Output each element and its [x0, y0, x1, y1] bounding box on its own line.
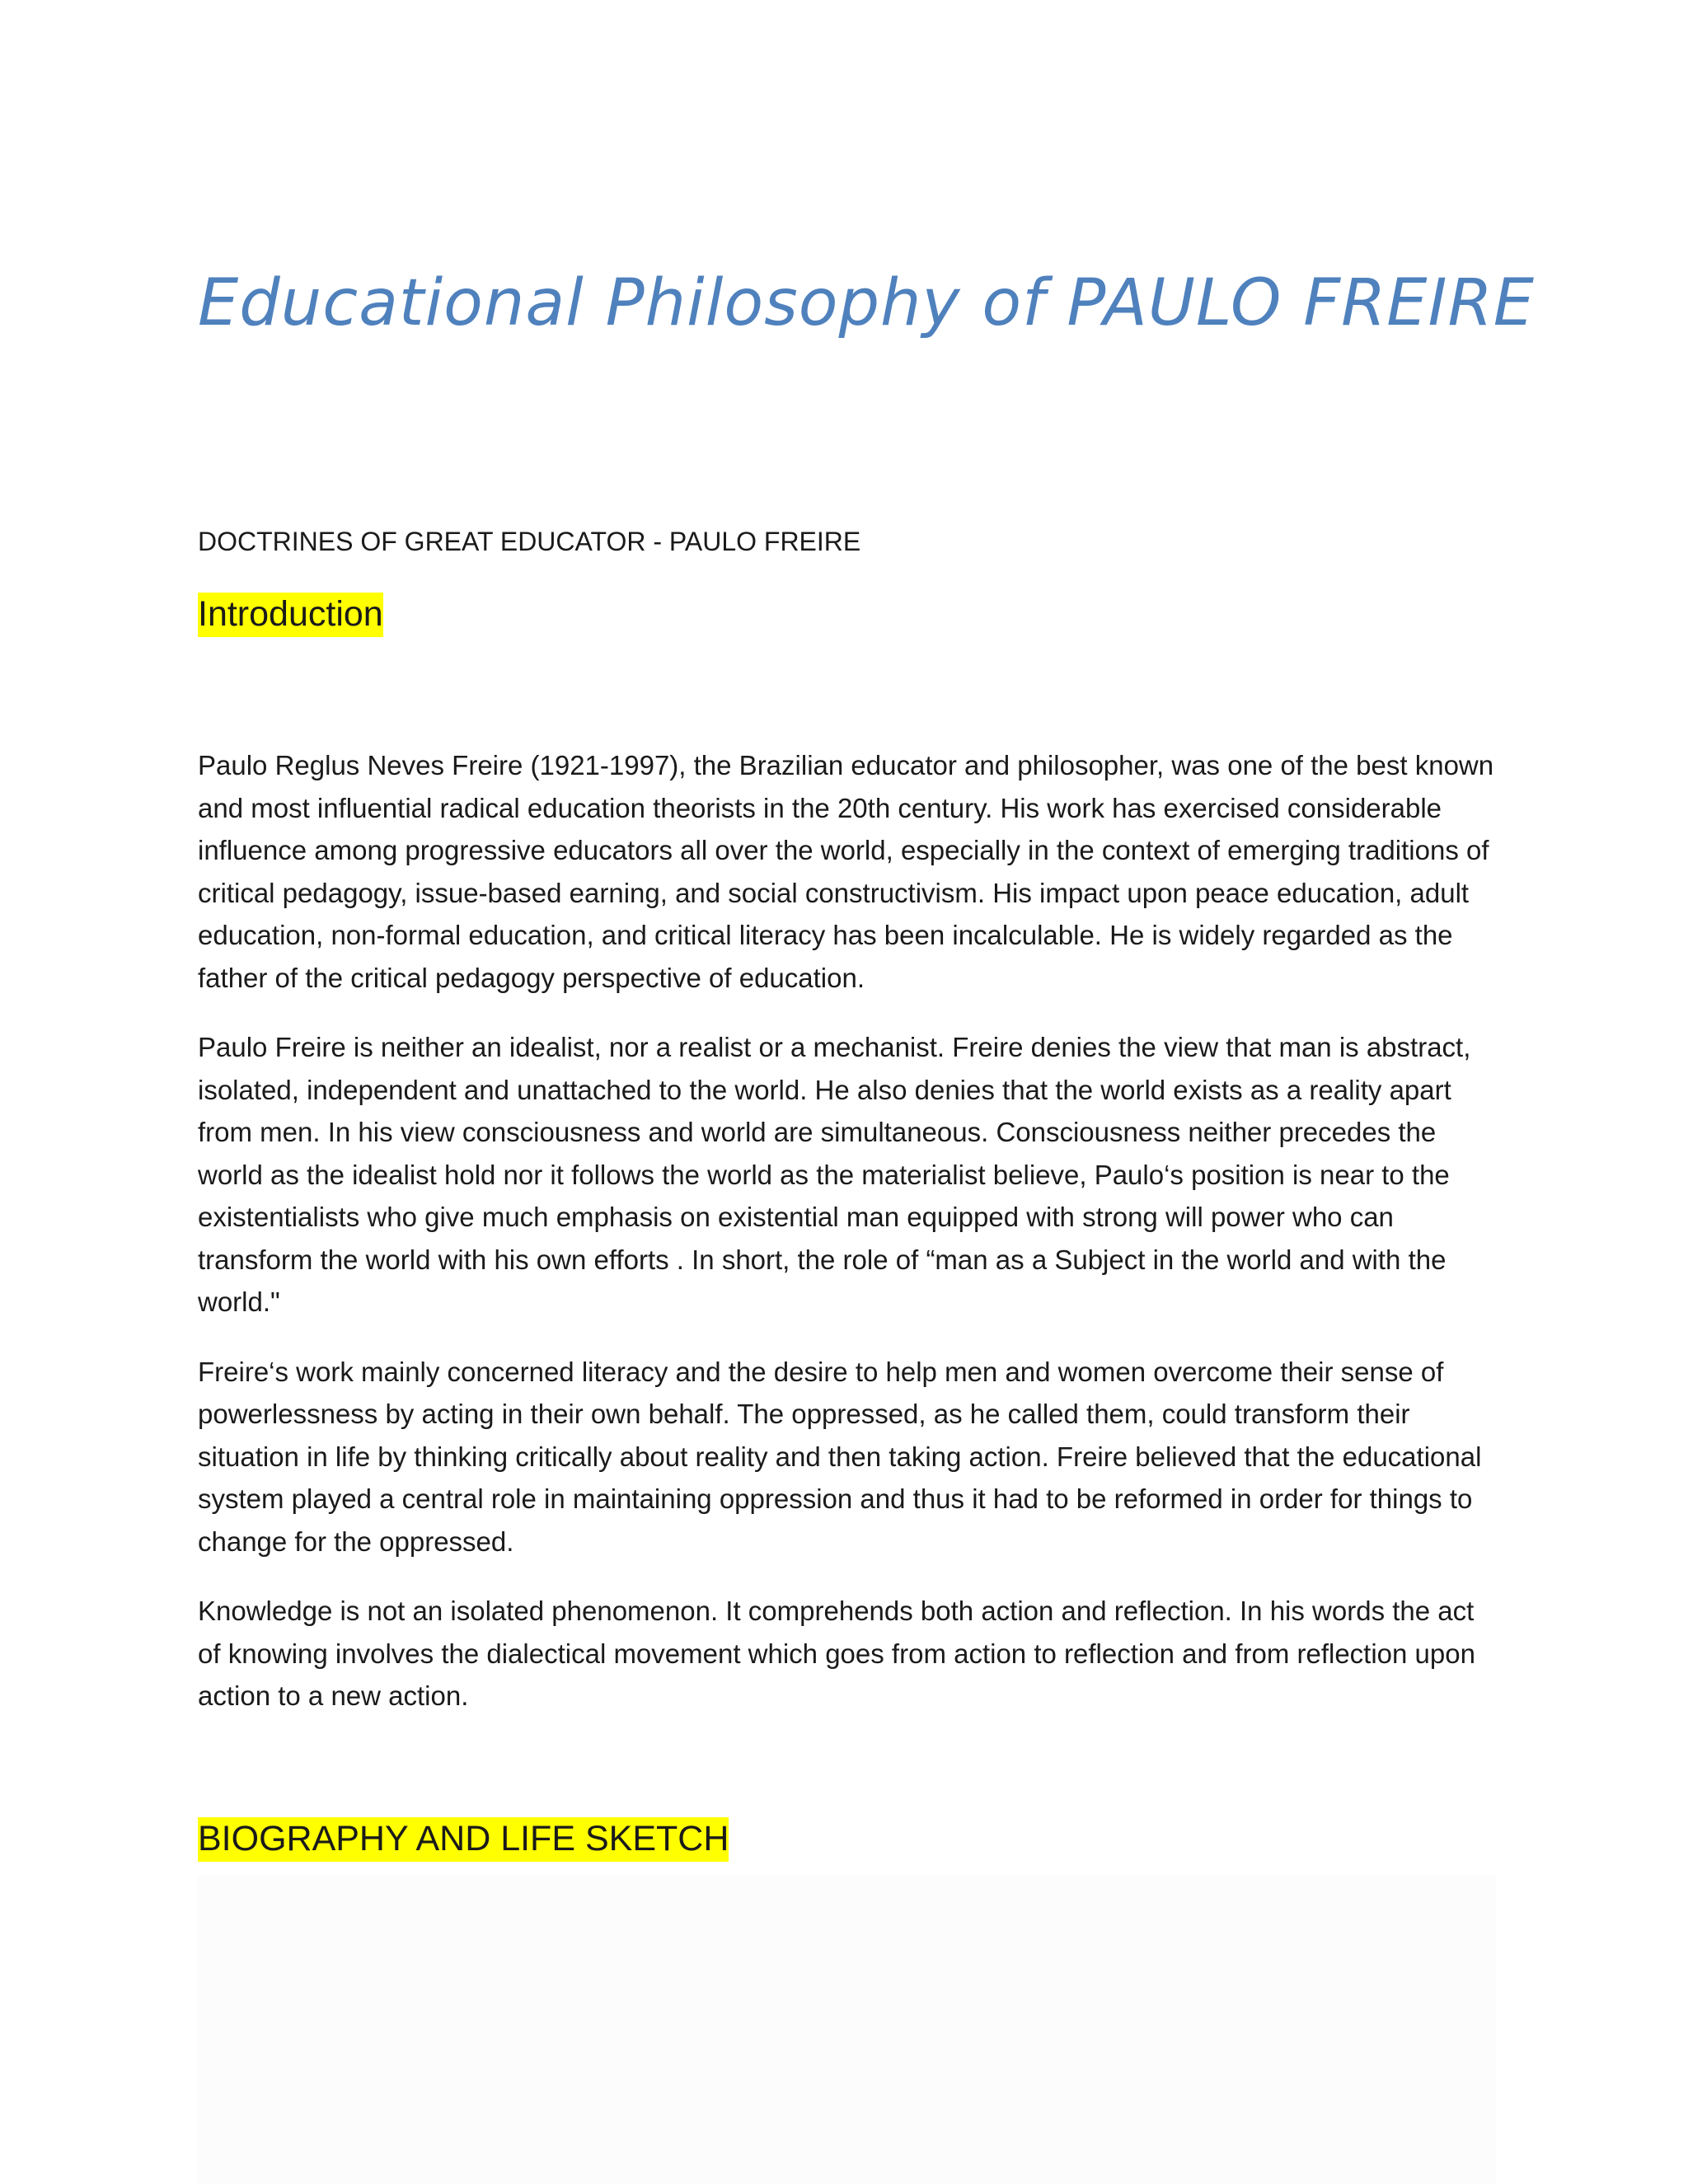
page-bottom-shade [198, 1875, 1496, 2184]
document-title: Educational Philosophy of PAULO FREIRE [198, 266, 1536, 340]
paragraph-intro-3: Freire‘s work mainly concerned literacy and the desire to help men and women overcome their sense of powerlessness by acting in their own behalf. The oppressed, as he called them, could transform their situation in life by thinking critically about reality and then taking action. Freire believed that the educational system played a central role in maintaining oppression and thus it had to be reformed in order for things to change for the oppressed. [198, 1356, 1482, 1557]
introduction-body [198, 744, 1496, 1745]
highlighted-heading-text: BIOGRAPHY AND LIFE SKETCH [198, 1817, 729, 1862]
section-heading-biography [198, 1818, 729, 1861]
section-heading-introduction [198, 593, 383, 636]
paragraph-intro-1: Paulo Reglus Neves Freire (1921-1997), the Brazilian educator and philosopher, was one of the best known and most influential radical education theorists in the 20th century. His work has exercised considerable influence among progressive educators all over the world, especially in the context of emerging traditions of critical pedagogy, issue-based earning, and social constructivism. His impact upon peace education, adult education, non-formal education, and critical literacy has been incalculable. He is widely regarded as the father of the critical pedagogy perspective of education. [198, 750, 1494, 993]
paragraph-intro-4: Knowledge is not an isolated phenomenon. It comprehends both action and reflection. In his words the act of knowing involves the dialectical movement which goes from action to reflection and from reflection upon action to a new action. [198, 1596, 1475, 1711]
paragraph-intro-2: Paulo Freire is neither an idealist, nor a realist or a mechanist. Freire denies the view that man is abstract, isolated, independent and unattached to the world. He also denies that the world exists as a reality apart from men. In his view consciousness and world are simultaneous. Consciousness neither precedes the world as the idealist hold nor it follows the world as the materialist believe, Paulo‘s position is near to the existentialists who give much emphasis on existential man equipped with strong will power who can transform the world with his own efforts . In short, the role of “man as a Subject in the world and with the world." [198, 1032, 1471, 1317]
document-subtitle: DOCTRINES OF GREAT EDUCATOR - PAULO FREIRE [198, 527, 861, 556]
highlighted-heading-text: Introduction [198, 593, 383, 637]
